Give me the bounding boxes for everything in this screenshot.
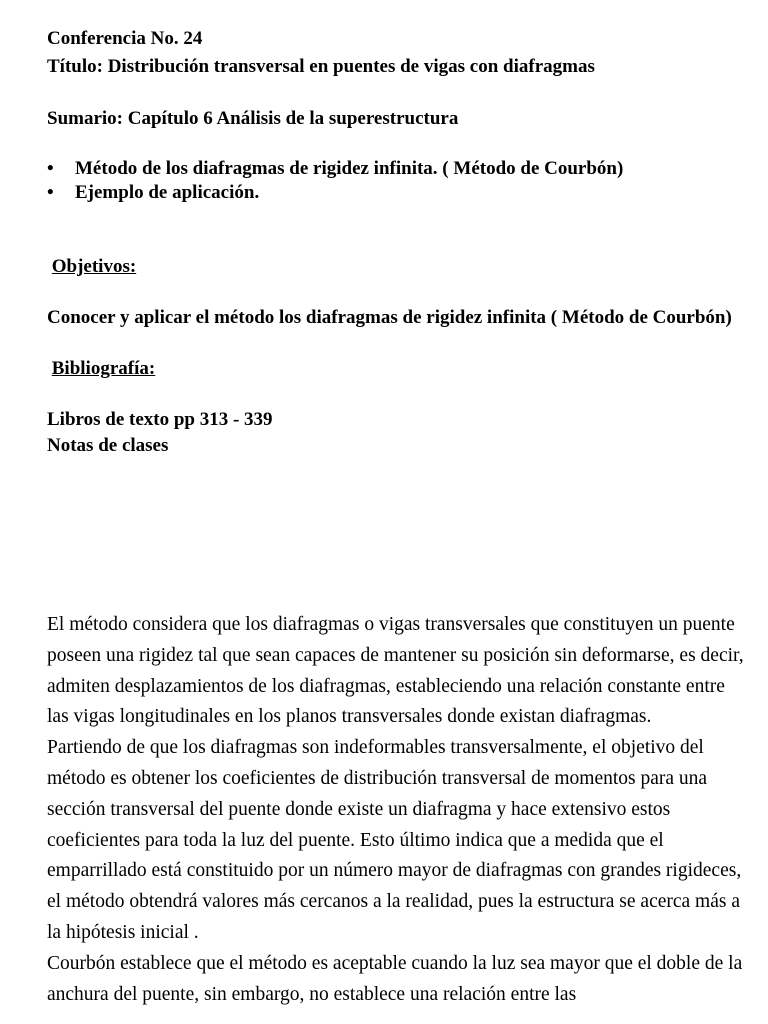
bullet-item	[47, 157, 747, 181]
bullet-icon: •	[47, 182, 54, 203]
body-paragraph: Partiendo de que los diafragmas son indeformables transversalmente, el objetivo del método es obtener los coeficientes de distribución transversal de momentos para una sección transversal del puente donde existe un diafragma y hace extensivo estos coeficientes para toda la luz del puente. Esto último indica que a medida que el emparrillado está constituido por un número mayor de diafragmas con grandes rigideces, el método obtendrá valores más cercanos a la realidad, pues la estructura se acerca más a la hipótesis inicial .	[47, 737, 742, 943]
objectives-text: Conocer y aplicar el método los diafragmas de rigidez infinita ( Método de Courbón)	[47, 307, 732, 328]
conference-number: Conferencia No. 24	[47, 28, 203, 49]
spacer	[47, 281, 747, 305]
summary-line: Sumario: Capítulo 6 Análisis de la superestructura	[47, 108, 459, 129]
spacer	[47, 205, 747, 253]
bullet-text: Ejemplo de aplicación.	[75, 182, 260, 203]
objectives-heading-text: Objetivos:	[51, 256, 137, 277]
body-text	[47, 610, 747, 1010]
bibliography-item: Notas de clases	[47, 435, 169, 456]
bibliography-heading-text: Bibliografía:	[51, 358, 156, 379]
document-page	[47, 25, 747, 459]
bibliography-item: Libros de texto pp 313 - 339	[47, 409, 273, 430]
objectives-heading	[47, 253, 747, 281]
spacer	[47, 133, 747, 157]
body-paragraph: El método considera que los diafragmas o vigas transversales que constituyen un puente poseen una rigidez tal que sean capaces de mantener su posición sin deformarse, es decir, admiten desplazamientos de los diafragmas, estableciendo una relación constante entre las vigas longitudinales en los planos transversales donde existan diafragmas.	[47, 614, 744, 728]
bullet-item	[47, 181, 747, 205]
bullet-icon: •	[47, 158, 54, 179]
body-paragraph: Courbón establece que el método es aceptable cuando la luz sea mayor que el doble de la anchura del puente, sin embargo, no establece una relación entre las	[47, 952, 743, 1005]
summary-bullet-list	[47, 157, 747, 205]
lecture-title: Título: Distribución transversal en puentes de vigas con diafragmas	[47, 56, 595, 77]
spacer	[47, 81, 747, 105]
spacer	[47, 331, 747, 355]
spacer	[47, 383, 747, 407]
bibliography-heading	[47, 355, 747, 383]
bullet-text: Método de los diafragmas de rigidez infinita. ( Método de Courbón)	[75, 158, 624, 179]
